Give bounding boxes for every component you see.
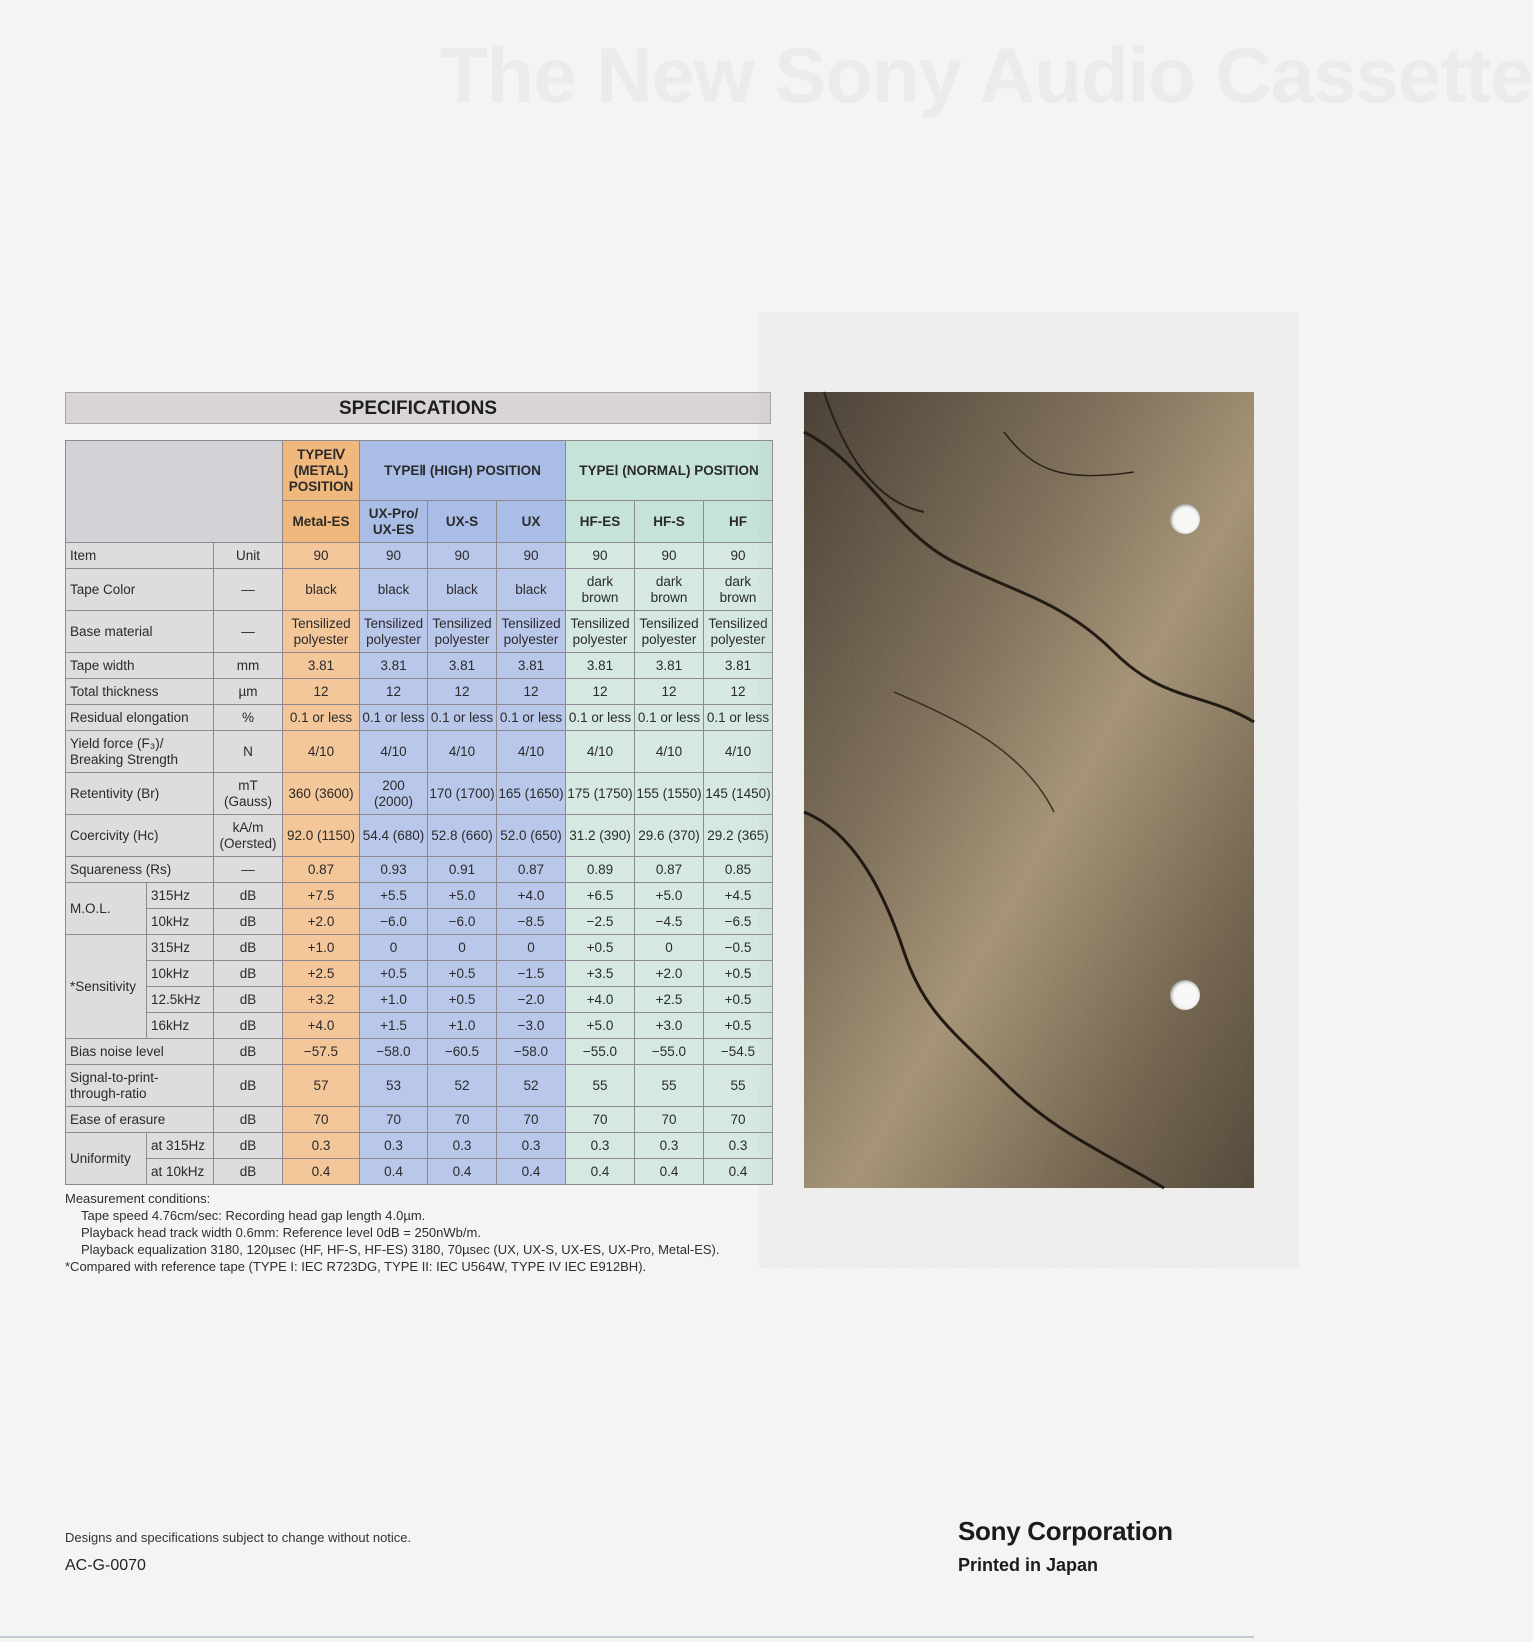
value-cell: 90	[566, 543, 635, 569]
value-cell: +0.5	[704, 1013, 773, 1039]
value-cell: 90	[360, 543, 428, 569]
value-cell: 3.81	[635, 653, 704, 679]
value-cell: 53	[360, 1065, 428, 1107]
corner-cell	[66, 441, 283, 543]
value-cell: 12	[635, 679, 704, 705]
value-cell: 70	[428, 1107, 497, 1133]
value-cell: 92.0 (1150)	[283, 815, 360, 857]
sub-label: 315Hz	[147, 935, 214, 961]
row-label: Tape width	[66, 653, 214, 679]
value-cell: 3.81	[428, 653, 497, 679]
value-cell: 165 (1650)	[497, 773, 566, 815]
column-header: Metal-ES	[283, 501, 360, 543]
table-row	[66, 611, 773, 653]
notes-heading: Measurement conditions:	[65, 1191, 211, 1206]
value-cell: −6.0	[360, 909, 428, 935]
value-cell: 170 (1700)	[428, 773, 497, 815]
value-cell: +0.5	[566, 935, 635, 961]
table-row	[66, 909, 773, 935]
value-cell: 0.91	[428, 857, 497, 883]
slate-photo	[804, 392, 1254, 1188]
value-cell: +1.0	[283, 935, 360, 961]
value-cell: 52	[497, 1065, 566, 1107]
group-metal-header: TYPEⅣ (METAL) POSITION	[283, 441, 360, 501]
column-header: UX-Pro/ UX-ES	[360, 501, 428, 543]
value-cell: −1.5	[497, 961, 566, 987]
sub-label: 10kHz	[147, 909, 214, 935]
value-cell: Tensilized polyester	[566, 611, 635, 653]
value-cell: 12	[704, 679, 773, 705]
value-cell: 52.0 (650)	[497, 815, 566, 857]
value-cell: 0.3	[497, 1133, 566, 1159]
value-cell: 0.89	[566, 857, 635, 883]
value-cell: 0.93	[360, 857, 428, 883]
bottom-rule	[0, 1636, 1254, 1638]
unit-cell: dB	[214, 961, 283, 987]
value-cell: +0.5	[360, 961, 428, 987]
unit-cell: dB	[214, 1065, 283, 1107]
unit-cell: —	[214, 569, 283, 611]
table-row	[66, 883, 773, 909]
value-cell: +1.0	[428, 1013, 497, 1039]
row-label: Residual elongation	[66, 705, 214, 731]
column-header: UX	[497, 501, 566, 543]
value-cell: 0.4	[360, 1159, 428, 1185]
value-cell: +4.0	[566, 987, 635, 1013]
value-cell: −6.0	[428, 909, 497, 935]
disclaimer-text: Designs and specifications subject to change without notice.	[65, 1530, 412, 1545]
unit-cell: %	[214, 705, 283, 731]
value-cell: 0.4	[704, 1159, 773, 1185]
value-cell: 55	[566, 1065, 635, 1107]
value-cell: 52.8 (660)	[428, 815, 497, 857]
value-cell: +5.5	[360, 883, 428, 909]
table-row	[66, 1039, 773, 1065]
unit-cell: dB	[214, 1159, 283, 1185]
value-cell: 3.81	[283, 653, 360, 679]
value-cell: 29.2 (365)	[704, 815, 773, 857]
value-cell: 90	[497, 543, 566, 569]
value-cell: +0.5	[704, 987, 773, 1013]
table-row	[66, 935, 773, 961]
value-cell: 90	[428, 543, 497, 569]
value-cell: −58.0	[360, 1039, 428, 1065]
unit-cell: µm	[214, 679, 283, 705]
column-header: HF-ES	[566, 501, 635, 543]
catalog-code: AC-G-0070	[65, 1557, 146, 1574]
value-cell: Tensilized polyester	[428, 611, 497, 653]
value-cell: +3.2	[283, 987, 360, 1013]
notes-line: Tape speed 4.76cm/sec: Recording head gap length 4.0µm.	[81, 1208, 426, 1223]
row-label: Coercivity (Hc)	[66, 815, 214, 857]
value-cell: +2.5	[635, 987, 704, 1013]
row-label: Tape Color	[66, 569, 214, 611]
group-normal-header: TYPEⅠ (NORMAL) POSITION	[566, 441, 773, 501]
value-cell: dark brown	[704, 569, 773, 611]
value-cell: +1.0	[360, 987, 428, 1013]
table-row	[66, 773, 773, 815]
value-cell: 57	[283, 1065, 360, 1107]
value-cell: −2.5	[566, 909, 635, 935]
value-cell: 0.3	[283, 1133, 360, 1159]
unit-cell: dB	[214, 1133, 283, 1159]
value-cell: 90	[635, 543, 704, 569]
value-cell: +5.0	[635, 883, 704, 909]
company-name: Sony Corporation	[958, 1516, 1173, 1546]
ghost-title: The New Sony Audio Cassette	[440, 31, 1533, 119]
value-cell: 70	[635, 1107, 704, 1133]
table-row	[66, 1107, 773, 1133]
value-cell: +3.0	[635, 1013, 704, 1039]
value-cell: 4/10	[283, 731, 360, 773]
value-cell: +2.0	[283, 909, 360, 935]
value-cell: 3.81	[566, 653, 635, 679]
value-cell: 0	[497, 935, 566, 961]
unit-cell: —	[214, 611, 283, 653]
value-cell: 3.81	[497, 653, 566, 679]
unit-cell: mT (Gauss)	[214, 773, 283, 815]
group-label: Uniformity	[66, 1133, 147, 1185]
value-cell: −2.0	[497, 987, 566, 1013]
value-cell: 0.87	[635, 857, 704, 883]
value-cell: −58.0	[497, 1039, 566, 1065]
value-cell: 55	[704, 1065, 773, 1107]
unit-cell: N	[214, 731, 283, 773]
sub-label: 10kHz	[147, 961, 214, 987]
value-cell: 29.6 (370)	[635, 815, 704, 857]
value-cell: 4/10	[635, 731, 704, 773]
value-cell: 12	[566, 679, 635, 705]
value-cell: +2.0	[635, 961, 704, 987]
table-row	[66, 961, 773, 987]
value-cell: 55	[635, 1065, 704, 1107]
value-cell: 145 (1450)	[704, 773, 773, 815]
row-label: Retentivity (Br)	[66, 773, 214, 815]
value-cell: 0.4	[497, 1159, 566, 1185]
value-cell: black	[497, 569, 566, 611]
printed-in: Printed in Japan	[958, 1555, 1099, 1575]
value-cell: 90	[283, 543, 360, 569]
binder-hole	[1170, 980, 1200, 1010]
value-cell: 0.1 or less	[704, 705, 773, 731]
value-cell: black	[428, 569, 497, 611]
row-label: Signal-to-print- through-ratio	[66, 1065, 214, 1107]
table-row	[66, 1159, 773, 1185]
specifications-title: SPECIFICATIONS	[65, 392, 771, 424]
column-header: UX-S	[428, 501, 497, 543]
value-cell: 0.4	[635, 1159, 704, 1185]
unit-cell: mm	[214, 653, 283, 679]
value-cell: 4/10	[497, 731, 566, 773]
value-cell: −4.5	[635, 909, 704, 935]
row-label: Item	[66, 543, 214, 569]
table-row	[66, 1065, 773, 1107]
value-cell: 0	[635, 935, 704, 961]
measurement-notes	[65, 1190, 720, 1275]
value-cell: Tensilized polyester	[704, 611, 773, 653]
value-cell: 0	[428, 935, 497, 961]
value-cell: 54.4 (680)	[360, 815, 428, 857]
unit-cell: dB	[214, 1107, 283, 1133]
sub-label: 16kHz	[147, 1013, 214, 1039]
value-cell: 0.3	[704, 1133, 773, 1159]
unit-cell: dB	[214, 987, 283, 1013]
value-cell: 0.3	[566, 1133, 635, 1159]
value-cell: +0.5	[428, 961, 497, 987]
value-cell: 31.2 (390)	[566, 815, 635, 857]
row-label: Yield force (F₃)/ Breaking Strength	[66, 731, 214, 773]
unit-cell: dB	[214, 1039, 283, 1065]
unit-cell: dB	[214, 935, 283, 961]
value-cell: +4.5	[704, 883, 773, 909]
unit-cell: dB	[214, 909, 283, 935]
value-cell: −55.0	[635, 1039, 704, 1065]
value-cell: 360 (3600)	[283, 773, 360, 815]
unit-cell: Unit	[214, 543, 283, 569]
group-label: M.O.L.	[66, 883, 147, 935]
notes-line: Playback equalization 3180, 120µsec (HF, HF-S, HF-ES) 3180, 70µsec (UX, UX-S, UX-ES, UX-Pro, Metal-ES).	[81, 1242, 720, 1257]
value-cell: +0.5	[428, 987, 497, 1013]
value-cell: 0.4	[283, 1159, 360, 1185]
value-cell: +2.5	[283, 961, 360, 987]
table-row	[66, 731, 773, 773]
table-row	[66, 569, 773, 611]
value-cell: −60.5	[428, 1039, 497, 1065]
value-cell: +1.5	[360, 1013, 428, 1039]
row-label: Bias noise level	[66, 1039, 214, 1065]
unit-cell: —	[214, 857, 283, 883]
row-label: Total thickness	[66, 679, 214, 705]
value-cell: +4.0	[283, 1013, 360, 1039]
value-cell: 0	[360, 935, 428, 961]
table-row	[66, 815, 773, 857]
value-cell: 0.3	[428, 1133, 497, 1159]
value-cell: 200 (2000)	[360, 773, 428, 815]
value-cell: 0.85	[704, 857, 773, 883]
group-high-header: TYPEⅡ (HIGH) POSITION	[360, 441, 566, 501]
group-header-row	[66, 441, 773, 501]
row-label: Base material	[66, 611, 214, 653]
value-cell: Tensilized polyester	[635, 611, 704, 653]
value-cell: 0.1 or less	[497, 705, 566, 731]
value-cell: black	[360, 569, 428, 611]
binder-hole	[1170, 504, 1200, 534]
value-cell: 155 (1550)	[635, 773, 704, 815]
value-cell: 70	[566, 1107, 635, 1133]
value-cell: −6.5	[704, 909, 773, 935]
value-cell: dark brown	[635, 569, 704, 611]
value-cell: +5.0	[428, 883, 497, 909]
value-cell: 175 (1750)	[566, 773, 635, 815]
table-row	[66, 1133, 773, 1159]
value-cell: 0.1 or less	[566, 705, 635, 731]
table-row	[66, 987, 773, 1013]
value-cell: 0.1 or less	[283, 705, 360, 731]
table-row	[66, 857, 773, 883]
specifications-table	[65, 440, 773, 1185]
column-header: HF	[704, 501, 773, 543]
value-cell: black	[283, 569, 360, 611]
value-cell: 70	[704, 1107, 773, 1133]
table-row	[66, 653, 773, 679]
value-cell: 4/10	[704, 731, 773, 773]
value-cell: 0.87	[497, 857, 566, 883]
value-cell: +3.5	[566, 961, 635, 987]
value-cell: Tensilized polyester	[497, 611, 566, 653]
group-label: *Sensitivity	[66, 935, 147, 1039]
value-cell: 0.1 or less	[635, 705, 704, 731]
row-label: Ease of erasure	[66, 1107, 214, 1133]
sub-label: 315Hz	[147, 883, 214, 909]
value-cell: 70	[497, 1107, 566, 1133]
value-cell: 90	[704, 543, 773, 569]
value-cell: 0.87	[283, 857, 360, 883]
table-row	[66, 1013, 773, 1039]
value-cell: Tensilized polyester	[360, 611, 428, 653]
value-cell: +4.0	[497, 883, 566, 909]
column-header: HF-S	[635, 501, 704, 543]
notes-footnote: *Compared with reference tape (TYPE I: IEC R723DG, TYPE II: IEC U564W, TYPE IV IEC E912BH).	[65, 1259, 647, 1274]
value-cell: −0.5	[704, 935, 773, 961]
value-cell: 0.1 or less	[428, 705, 497, 731]
unit-cell: kA/m (Oersted)	[214, 815, 283, 857]
table-row	[66, 679, 773, 705]
value-cell: 12	[497, 679, 566, 705]
value-cell: 12	[283, 679, 360, 705]
sub-label: 12.5kHz	[147, 987, 214, 1013]
value-cell: 0.4	[428, 1159, 497, 1185]
notes-line: Playback head track width 0.6mm: Reference level 0dB = 250nWb/m.	[81, 1225, 481, 1240]
value-cell: 0.3	[360, 1133, 428, 1159]
value-cell: −54.5	[704, 1039, 773, 1065]
value-cell: 0.1 or less	[360, 705, 428, 731]
value-cell: 70	[283, 1107, 360, 1133]
value-cell: +0.5	[704, 961, 773, 987]
sub-label: at 10kHz	[147, 1159, 214, 1185]
value-cell: 3.81	[360, 653, 428, 679]
value-cell: 12	[428, 679, 497, 705]
value-cell: 4/10	[360, 731, 428, 773]
value-cell: +5.0	[566, 1013, 635, 1039]
value-cell: +6.5	[566, 883, 635, 909]
value-cell: +7.5	[283, 883, 360, 909]
value-cell: Tensilized polyester	[283, 611, 360, 653]
value-cell: 0.4	[566, 1159, 635, 1185]
value-cell: dark brown	[566, 569, 635, 611]
value-cell: −57.5	[283, 1039, 360, 1065]
value-cell: 12	[360, 679, 428, 705]
value-cell: 4/10	[428, 731, 497, 773]
value-cell: −3.0	[497, 1013, 566, 1039]
value-cell: 52	[428, 1065, 497, 1107]
value-cell: 0.3	[635, 1133, 704, 1159]
row-label: Squareness (Rs)	[66, 857, 214, 883]
value-cell: −8.5	[497, 909, 566, 935]
value-cell: −55.0	[566, 1039, 635, 1065]
unit-cell: dB	[214, 1013, 283, 1039]
value-cell: 4/10	[566, 731, 635, 773]
unit-cell: dB	[214, 883, 283, 909]
value-cell: 3.81	[704, 653, 773, 679]
table-row	[66, 705, 773, 731]
table-row	[66, 543, 773, 569]
sub-label: at 315Hz	[147, 1133, 214, 1159]
value-cell: 70	[360, 1107, 428, 1133]
